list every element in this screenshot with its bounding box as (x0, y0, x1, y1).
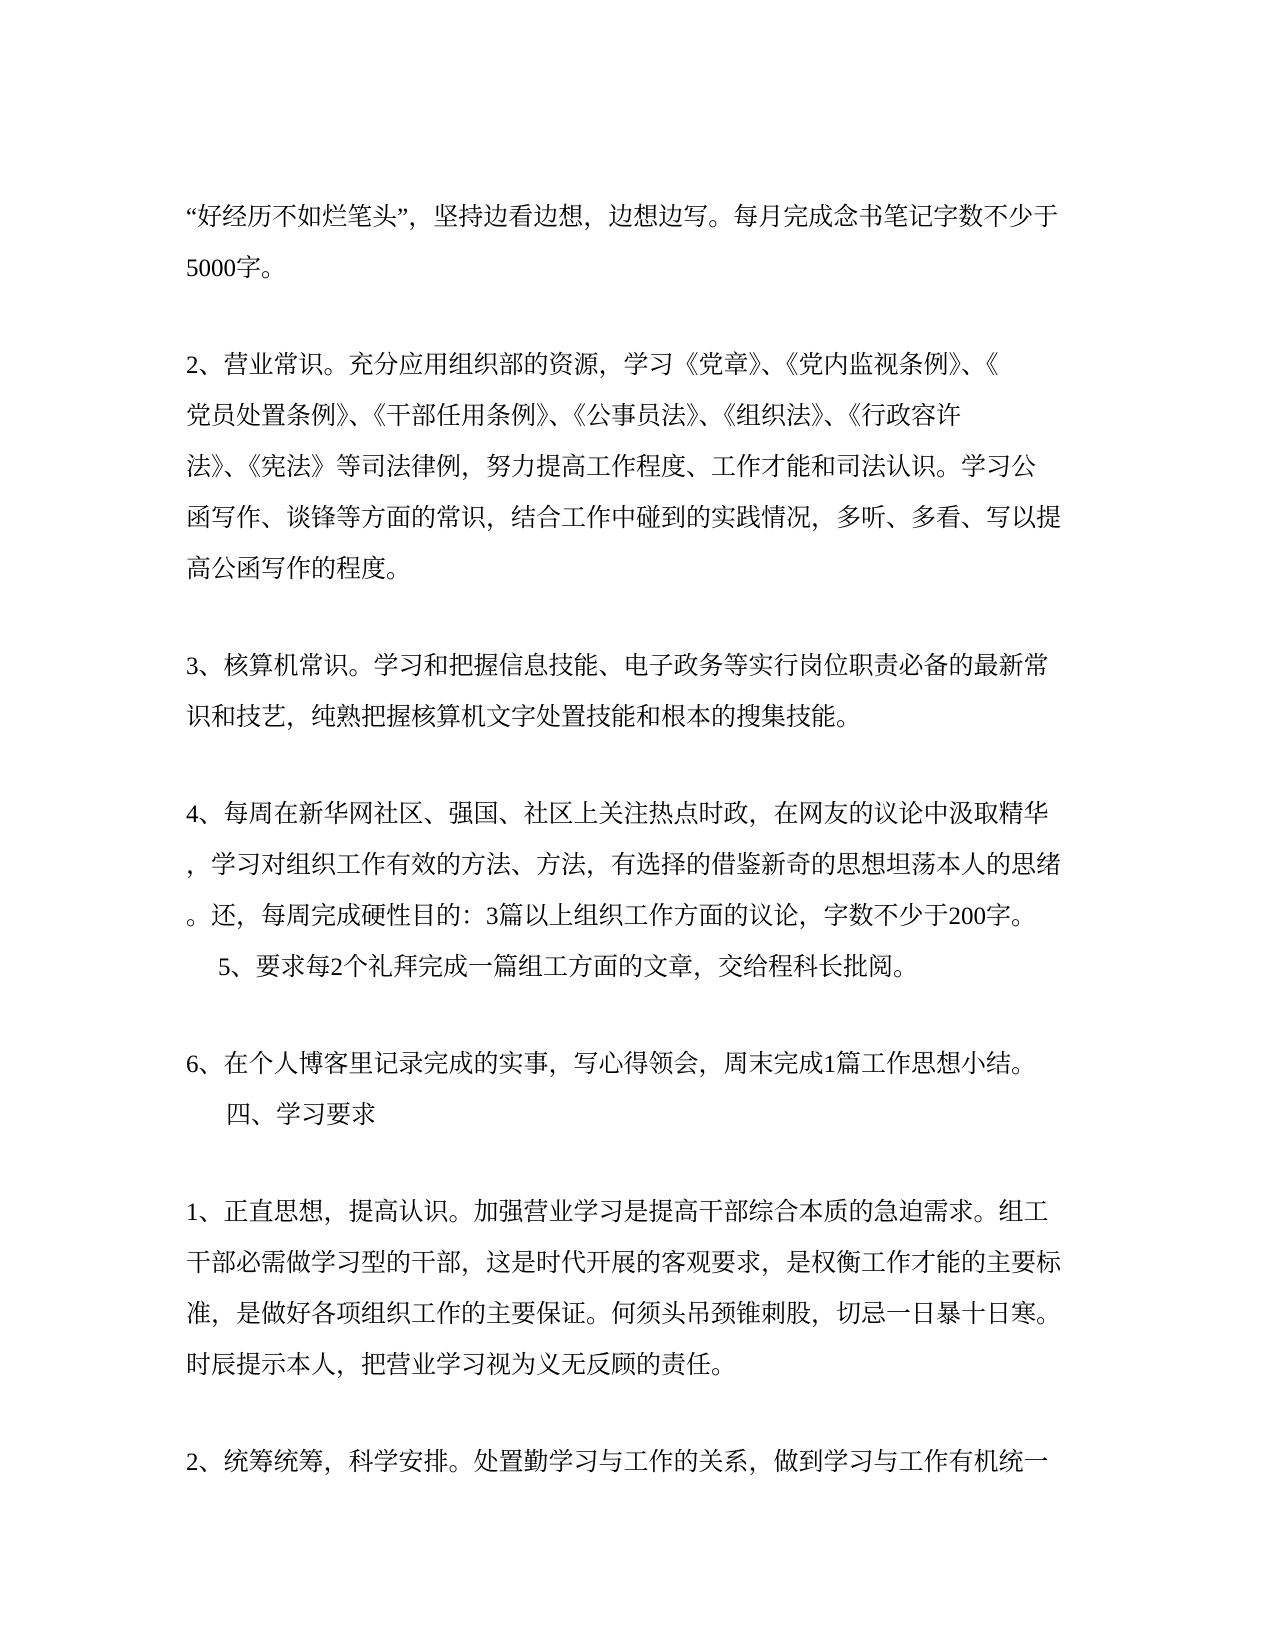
text-line: 函写作、谈锋等方面的常识，结合工作中碰到的实践情况，多听、多看、写以提 (186, 505, 1062, 532)
section-heading: 四、学习要求 (226, 1102, 377, 1129)
text-line: 3、核算机常识。学习和把握信息技能、电子政务等实行岗位职责必备的最新常 (186, 653, 1049, 680)
paragraph-1 (186, 192, 1091, 294)
text-line: 时辰提示本人，把营业学习视为义无反顾的责任。 (186, 1352, 737, 1379)
text-line: 4、每周在新华网社区、强国、社区上关注热点时政，在网友的议论中汲取精华 (186, 801, 1049, 828)
text-line: 高公函写作的程度。 (186, 556, 412, 583)
text-line: ，学习对组织工作有效的方法、方法，有选择的借鉴新奇的思想坦荡本人的思绪 (186, 852, 1062, 879)
text-line: 党员处置条例》、《干部任用条例》、《公事员法》、《组织法》、《行政容许 (186, 403, 962, 430)
paragraph-6 (186, 1187, 1091, 1391)
paragraph-4 (186, 789, 1091, 993)
paragraph-3 (186, 641, 1091, 743)
text-line: 2、营业常识。充分应用组织部的资源，学习《党章》、《党内监视条例》、《 (186, 352, 999, 379)
text-line: 准，是做好各项组织工作的主要保证。何须头吊颈锥刺股，切忌一日暴十日寒。 (186, 1301, 1062, 1328)
text-line: 识和技艺，纯熟把握核算机文字处置技能和根本的搜集技能。 (186, 704, 862, 731)
text-line: 2、统筹统筹，科学安排。处置勤学习与工作的关系，做到学习与工作有机统一 (186, 1449, 1049, 1476)
text-line: 5000字。 (186, 255, 287, 282)
text-line: “好经历不如烂笔头”，坚持边看边想，边想边写。每月完成念书笔记字数不少于 (186, 204, 1059, 231)
paragraph-2 (186, 340, 1091, 595)
document-content (186, 192, 1091, 1488)
text-line: 。还，每周完成硬性目的：3篇以上组织工作方面的议论，字数不少于200字。 (186, 903, 1037, 930)
text-line: 6、在个人博客里记录完成的实事，写心得领会，周末完成1篇工作思想小结。 (186, 1051, 1037, 1078)
text-line: 5、要求每2个礼拜完成一篇组工方面的文章，交给程科长批阅。 (218, 954, 919, 981)
text-line: 法》、《宪法》等司法律例，努力提高工作程度、工作才能和司法认识。学习公 (186, 454, 1037, 481)
text-line: 干部必需做学习型的干部，这是时代开展的客观要求，是权衡工作才能的主要标 (186, 1250, 1062, 1277)
paragraph-7 (186, 1437, 1091, 1488)
text-line: 1、正直思想，提高认识。加强营业学习是提高干部综合本质的急迫需求。组工 (186, 1199, 1049, 1226)
paragraph-5 (186, 1039, 1091, 1141)
